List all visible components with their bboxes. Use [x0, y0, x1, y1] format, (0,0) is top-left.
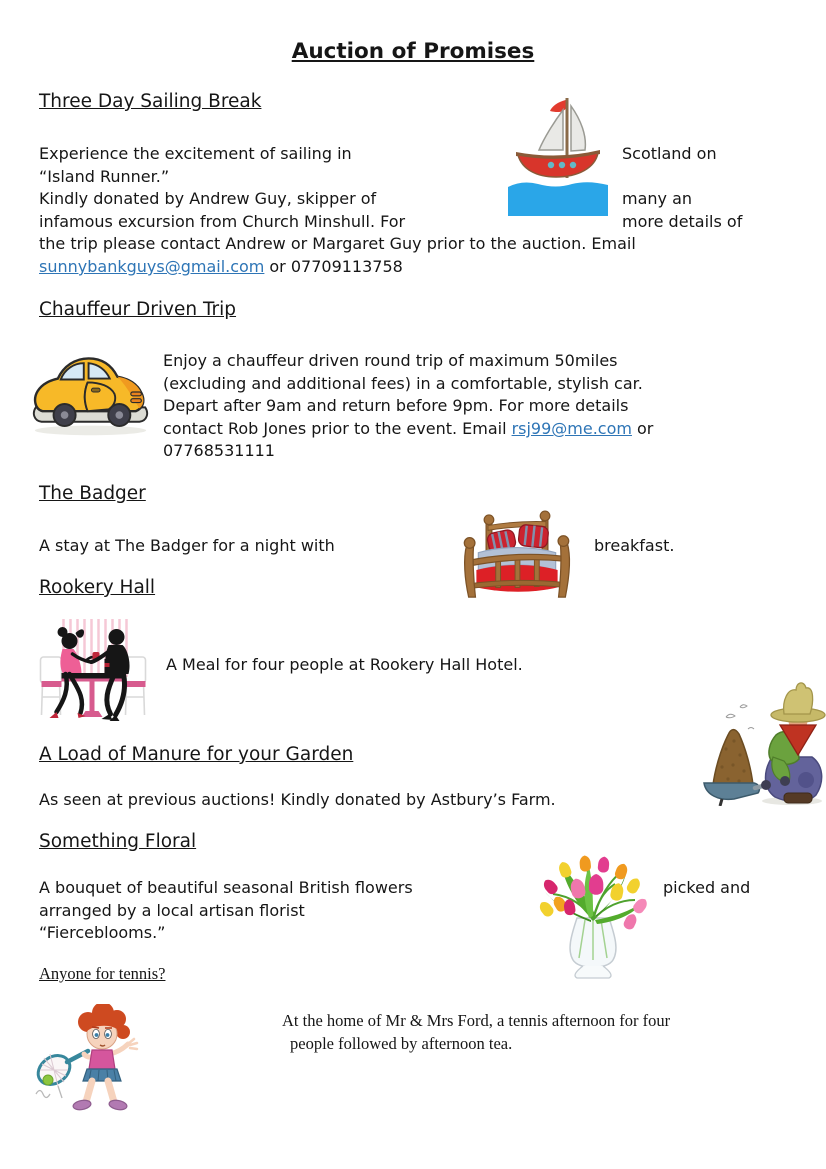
bouquet-image — [527, 854, 659, 980]
page-title — [0, 39, 826, 64]
badger-text-right: breakfast. — [594, 536, 675, 555]
rookery-text-line1: A Meal for four people at Rookery Hall Hotel. — [166, 655, 523, 674]
tennis-girl-image — [28, 1004, 153, 1114]
sailing-text-line4-right: more details of — [622, 212, 743, 231]
heading-sailing-break: Three Day Sailing Break — [39, 91, 262, 112]
chauffeur-text-line4-pre: contact Rob Jones prior to the event. Email — [163, 419, 507, 438]
sailing-text-line1-right: Scotland on — [622, 144, 717, 163]
sailing-text-line4-left: infamous excursion from Church Minshull. For — [39, 212, 406, 231]
page-title-text: Auction of Promises — [291, 39, 535, 64]
tennis-text-line1: At the home of Mr & Mrs Ford, a tennis afternoon for four — [282, 1011, 671, 1030]
floral-text-line1-left: A bouquet of beautiful seasonal British flowers — [39, 878, 413, 897]
tennis-text-line2: people followed by afternoon tea. — [290, 1034, 513, 1053]
sailing-text-line6 — [39, 256, 403, 279]
floral-text-line2: arranged by a local artisan florist — [39, 901, 305, 920]
chauffeur-text-line4 — [163, 418, 653, 441]
sailing-text-line3-right: many an — [622, 189, 693, 208]
gardener-manure-icon — [700, 677, 826, 806]
car-icon — [28, 344, 153, 440]
sailing-text-line2: “Island Runner.” — [39, 167, 170, 186]
chauffeur-email-link[interactable]: rsj99@me.com — [511, 419, 632, 438]
heading-chauffeur-trip: Chauffeur Driven Trip — [39, 299, 237, 320]
bed-image — [459, 508, 575, 605]
sailboat-image — [508, 94, 608, 216]
floral-text-line1-right: picked and — [663, 878, 751, 897]
chauffeur-text-line2: (excluding and additional fees) in a comfortable, stylish car. — [163, 374, 643, 393]
chauffeur-text-line4-post: or — [636, 419, 654, 438]
sailing-text-line1-left: Experience the excitement of sailing in — [39, 144, 352, 163]
bed-icon — [459, 508, 575, 605]
heading-something-floral: Something Floral — [39, 831, 197, 852]
sailboat-icon — [508, 94, 608, 216]
sailing-text-line5: the trip please contact Andrew or Margaret Guy prior to the auction. Email — [39, 234, 636, 253]
dining-couple-icon — [35, 617, 151, 727]
heading-rookery-hall: Rookery Hall — [39, 577, 156, 598]
manure-text-line1: As seen at previous auctions! Kindly donated by Astbury’s Farm. — [39, 790, 556, 809]
sailing-phone-text: or 07709113758 — [269, 257, 403, 276]
chauffeur-text-line3: Depart after 9am and return before 9pm. For more details — [163, 396, 629, 415]
heading-tennis: Anyone for tennis? — [39, 964, 166, 983]
heading-the-badger: The Badger — [39, 483, 146, 504]
gardener-image — [700, 677, 826, 806]
dining-couple-image — [35, 617, 151, 727]
sailing-text-line3-left: Kindly donated by Andrew Guy, skipper of — [39, 189, 377, 208]
tennis-girl-icon — [28, 1004, 153, 1114]
tulip-bouquet-icon — [527, 854, 659, 980]
chauffeur-text-line1: Enjoy a chauffeur driven round trip of maximum 50miles — [163, 351, 618, 370]
badger-text-left: A stay at The Badger for a night with — [39, 536, 335, 555]
heading-manure: A Load of Manure for your Garden — [39, 744, 354, 765]
chauffeur-text-line5: 07768531111 — [163, 441, 275, 460]
floral-text-line3: “Fierceblooms.” — [39, 923, 166, 942]
sailing-email-link[interactable]: sunnybankguys@gmail.com — [39, 257, 265, 276]
car-image — [28, 344, 153, 440]
